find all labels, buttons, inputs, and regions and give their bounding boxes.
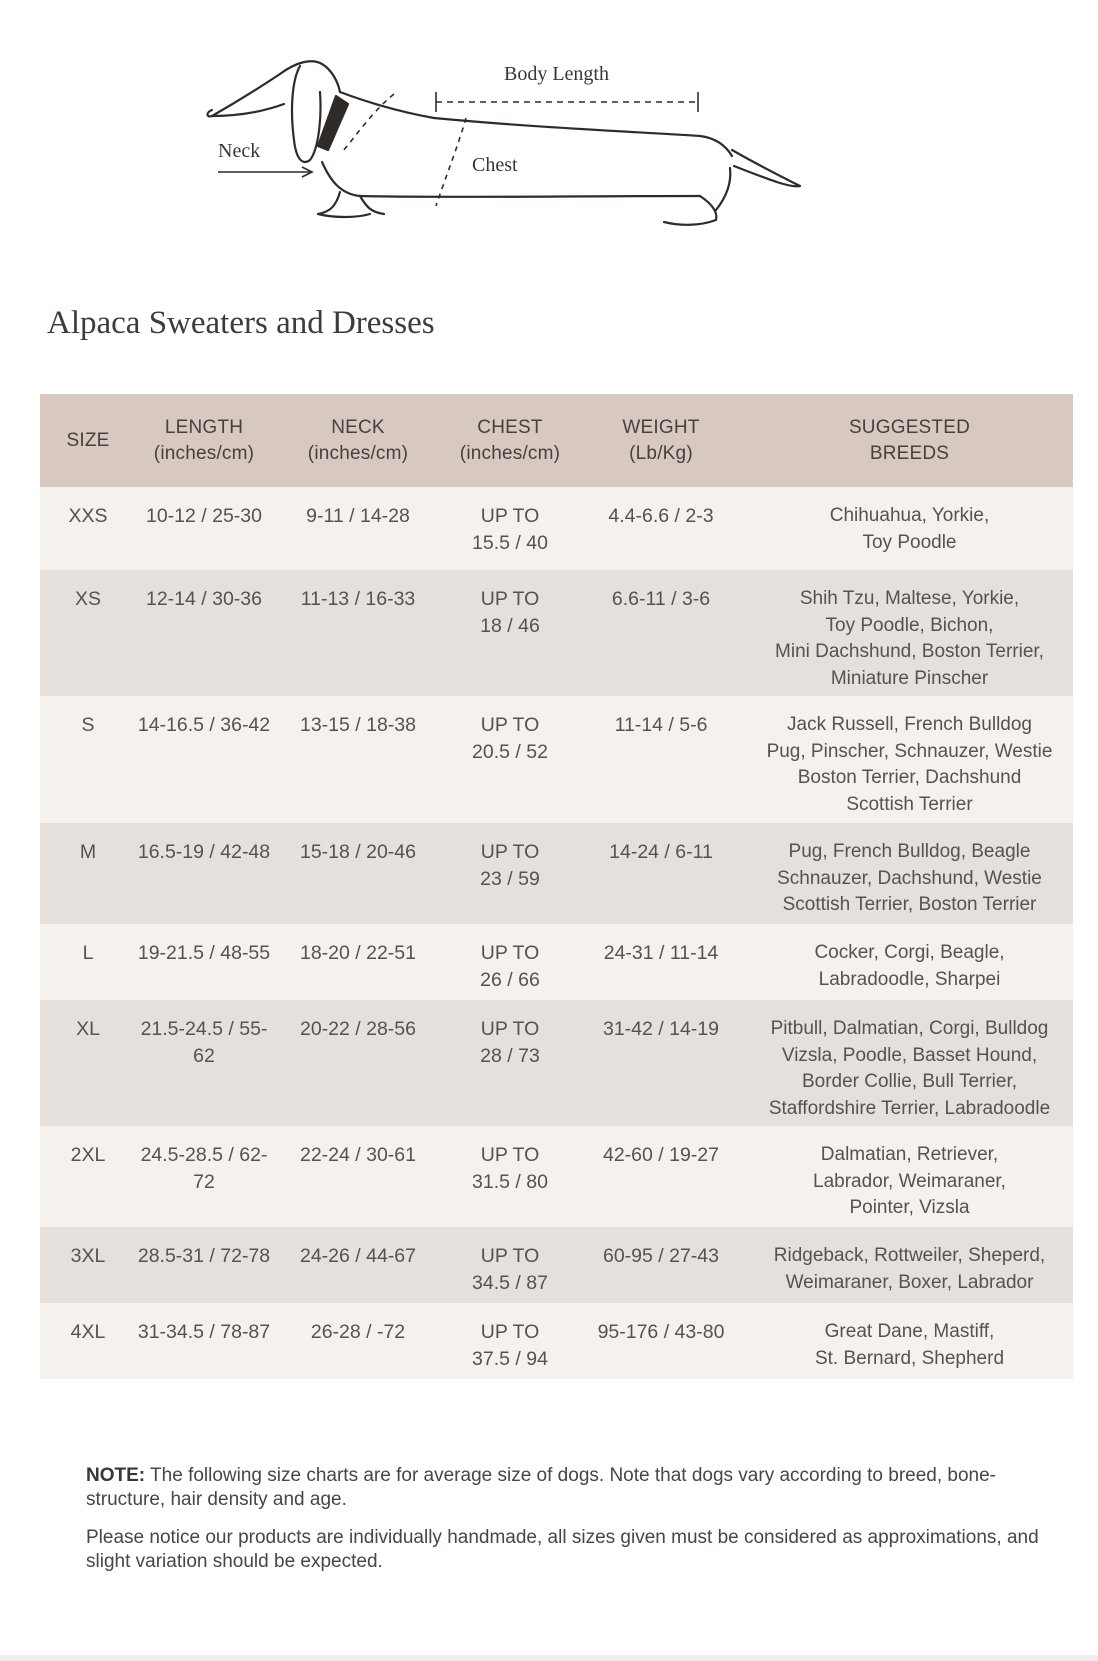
cell-weight: 6.6-11 / 3-6 xyxy=(611,588,711,610)
neck-label: Neck xyxy=(218,140,261,162)
cell-chest-line: UP TO xyxy=(480,1018,540,1040)
header-length xyxy=(136,415,272,467)
cell-chest xyxy=(444,924,576,993)
table-row xyxy=(40,1227,1073,1303)
cell-chest-line: 31.5 / 80 xyxy=(472,1170,548,1193)
table-row xyxy=(40,924,1073,1000)
cell-breeds-line: Pug, French Bulldog, Beagle xyxy=(788,841,1031,862)
table-header xyxy=(40,394,1073,487)
table-row xyxy=(40,823,1073,924)
cell-chest xyxy=(444,570,576,639)
cell-size: 2XL xyxy=(70,1144,106,1166)
cell-chest-line: UP TO xyxy=(480,505,540,527)
header-weight xyxy=(576,415,746,467)
cell-chest-line: UP TO xyxy=(480,841,540,863)
cell-breeds-line: Labradoodle, Sharpei xyxy=(818,968,1001,990)
cell-size: XS xyxy=(74,588,101,610)
notes-section xyxy=(86,1464,1046,1588)
cell-breeds-line: Shih Tzu, Maltese, Yorkie, xyxy=(799,588,1020,609)
cell-breeds-line: Schnauzer, Dachshund, Westie xyxy=(777,867,1042,889)
cell-chest xyxy=(444,1303,576,1372)
cell-breeds-line: Mini Dachshund, Boston Terrier, xyxy=(775,641,1044,662)
cell-chest-line: UP TO xyxy=(480,1144,540,1166)
cell-breeds-line: Cocker, Corgi, Beagle, xyxy=(814,942,1005,963)
cell-breeds xyxy=(746,1126,1073,1222)
cell-breeds xyxy=(746,696,1073,818)
cell-chest xyxy=(444,487,576,556)
cell-breeds xyxy=(746,487,1073,556)
table-row xyxy=(40,1000,1073,1126)
header-chest-line: (inches/cm) xyxy=(459,442,561,464)
header-chest-line: CHEST xyxy=(477,416,543,438)
body-length-label: Body Length xyxy=(504,63,609,85)
cell-chest-line: 23 / 59 xyxy=(480,867,540,890)
cell-breeds-line: Miniature Pinscher xyxy=(830,667,989,689)
cell-breeds xyxy=(746,823,1073,919)
header-breeds xyxy=(746,415,1073,467)
cell-chest xyxy=(444,1126,576,1195)
cell-neck: 20-22 / 28-56 xyxy=(299,1018,416,1040)
page-title: Alpaca Sweaters and Dresses xyxy=(47,305,435,341)
handmade-paragraph: Please notice our products are individually handmade, all sizes given must be considered as approximations, and slight variation should be expected. xyxy=(86,1527,1039,1572)
chest-label: Chest xyxy=(472,154,518,176)
cell-breeds-line: Toy Poodle, Bichon, xyxy=(825,614,994,636)
cell-chest-line: 34.5 / 87 xyxy=(472,1271,548,1294)
dachshund-illustration xyxy=(0,0,1098,260)
cell-length: 19-21.5 / 48-55 xyxy=(137,942,271,964)
dog-measurement-diagram xyxy=(0,0,1098,260)
table-row xyxy=(40,487,1073,570)
cell-breeds-line: St. Bernard, Shepherd xyxy=(814,1347,1005,1369)
header-breeds-line: SUGGESTED xyxy=(848,416,971,438)
cell-breeds xyxy=(746,1303,1073,1372)
cell-breeds xyxy=(746,1000,1073,1122)
bottom-divider xyxy=(0,1655,1098,1661)
header-size-line: SIZE xyxy=(66,429,110,451)
cell-neck: 26-28 / -72 xyxy=(310,1321,406,1343)
note-paragraph xyxy=(86,1464,1046,1512)
cell-breeds-line: Great Dane, Mastiff, xyxy=(824,1321,995,1342)
cell-length: 28.5-31 / 72-78 xyxy=(137,1245,271,1267)
cell-breeds-line: Vizsla, Poodle, Basset Hound, xyxy=(781,1044,1038,1066)
table-row xyxy=(40,570,1073,696)
cell-length: 16.5-19 / 42-48 xyxy=(137,841,271,863)
cell-chest xyxy=(444,696,576,765)
header-weight-line: (Lb/Kg) xyxy=(629,442,693,464)
cell-breeds-line: Scottish Terrier xyxy=(846,793,973,815)
cell-length: 12-14 / 30-36 xyxy=(145,588,262,610)
cell-weight: 4.4-6.6 / 2-3 xyxy=(608,505,714,527)
cell-size: XL xyxy=(76,1018,100,1040)
cell-chest xyxy=(444,1227,576,1296)
cell-neck: 15-18 / 20-46 xyxy=(299,841,416,863)
cell-weight: 11-14 / 5-6 xyxy=(614,714,708,736)
cell-chest xyxy=(444,1000,576,1069)
cell-breeds-line: Toy Poodle xyxy=(862,531,957,553)
cell-neck: 13-15 / 18-38 xyxy=(299,714,416,736)
header-breeds-line: BREEDS xyxy=(869,442,950,464)
cell-chest-line: UP TO xyxy=(480,1321,540,1343)
cell-breeds-line: Pug, Pinscher, Schnauzer, Westie xyxy=(766,740,1053,762)
cell-chest-line: UP TO xyxy=(480,942,540,964)
cell-length: 10-12 / 25-30 xyxy=(145,505,262,527)
cell-chest-line: 15.5 / 40 xyxy=(472,531,548,554)
cell-breeds-line: Pointer, Vizsla xyxy=(849,1197,970,1218)
cell-breeds-line: Staffordshire Terrier, Labradoodle xyxy=(768,1097,1051,1119)
header-chest xyxy=(444,415,576,467)
cell-weight: 14-24 / 6-11 xyxy=(609,841,713,863)
cell-chest-line: UP TO xyxy=(480,1245,540,1267)
note-label: NOTE: xyxy=(86,1465,146,1486)
cell-weight: 60-95 / 27-43 xyxy=(602,1245,719,1267)
cell-breeds-line: Ridgeback, Rottweiler, Sheperd, xyxy=(773,1245,1046,1266)
cell-breeds-line: Border Collie, Bull Terrier, xyxy=(801,1071,1018,1092)
header-size xyxy=(40,428,136,454)
cell-weight: 42-60 / 19-27 xyxy=(602,1144,719,1166)
cell-size: XXS xyxy=(68,505,108,527)
cell-size: 3XL xyxy=(70,1245,106,1267)
cell-length: 14-16.5 / 36-42 xyxy=(137,714,271,736)
cell-weight: 31-42 / 14-19 xyxy=(602,1018,719,1040)
cell-breeds-line: Scottish Terrier, Boston Terrier xyxy=(782,894,1037,915)
cell-chest-line: 37.5 / 94 xyxy=(472,1347,548,1370)
cell-chest-line: 26 / 66 xyxy=(480,968,540,991)
cell-chest-line: UP TO xyxy=(480,588,540,610)
cell-chest xyxy=(444,823,576,892)
cell-chest-line: 28 / 73 xyxy=(480,1044,540,1067)
cell-weight: 24-31 / 11-14 xyxy=(603,942,719,964)
cell-breeds xyxy=(746,570,1073,692)
cell-size: L xyxy=(82,942,94,964)
cell-neck: 11-13 / 16-33 xyxy=(300,588,416,610)
cell-breeds-line: Dalmatian, Retriever, xyxy=(820,1144,999,1165)
note-text: The following size charts are for average size of dogs. Note that dogs vary according to breed, bone-structure, hair density and age. xyxy=(86,1465,997,1510)
cell-breeds-line: Weimaraner, Boxer, Labrador xyxy=(785,1271,1034,1293)
cell-breeds-line: Jack Russell, French Bulldog xyxy=(787,714,1032,735)
cell-neck: 24-26 / 44-67 xyxy=(299,1245,416,1267)
cell-weight: 95-176 / 43-80 xyxy=(597,1321,725,1343)
cell-neck: 9-11 / 14-28 xyxy=(306,505,410,527)
cell-chest-line: 18 / 46 xyxy=(480,614,540,637)
cell-breeds xyxy=(746,1227,1073,1296)
table-row xyxy=(40,696,1073,823)
cell-breeds-line: Labrador, Weimaraner, xyxy=(813,1170,1006,1192)
cell-breeds-line: Chihuahua, Yorkie, xyxy=(829,505,990,526)
table-row xyxy=(40,1126,1073,1227)
cell-length: 24.5-28.5 / 62-72 xyxy=(140,1144,268,1193)
cell-size: 4XL xyxy=(70,1321,106,1343)
table-body xyxy=(40,487,1073,1379)
cell-length: 21.5-24.5 / 55-62 xyxy=(140,1018,268,1067)
size-chart-table xyxy=(40,394,1073,1379)
header-neck-line: (inches/cm) xyxy=(307,442,409,464)
cell-breeds-line: Boston Terrier, Dachshund xyxy=(797,767,1022,788)
cell-breeds-line: Pitbull, Dalmatian, Corgi, Bulldog xyxy=(770,1018,1049,1039)
cell-chest-line: 20.5 / 52 xyxy=(472,740,548,763)
cell-chest-line: UP TO xyxy=(480,714,540,736)
cell-size: M xyxy=(79,841,97,863)
cell-length: 31-34.5 / 78-87 xyxy=(137,1321,271,1343)
header-length-line: LENGTH xyxy=(164,416,244,438)
cell-neck: 22-24 / 30-61 xyxy=(299,1144,416,1166)
cell-breeds xyxy=(746,924,1073,993)
header-neck xyxy=(272,415,444,467)
cell-size: S xyxy=(81,714,95,736)
cell-neck: 18-20 / 22-51 xyxy=(299,942,416,964)
header-length-line: (inches/cm) xyxy=(153,442,255,464)
header-neck-line: NECK xyxy=(331,416,385,438)
header-weight-line: WEIGHT xyxy=(622,416,700,438)
table-row xyxy=(40,1303,1073,1379)
